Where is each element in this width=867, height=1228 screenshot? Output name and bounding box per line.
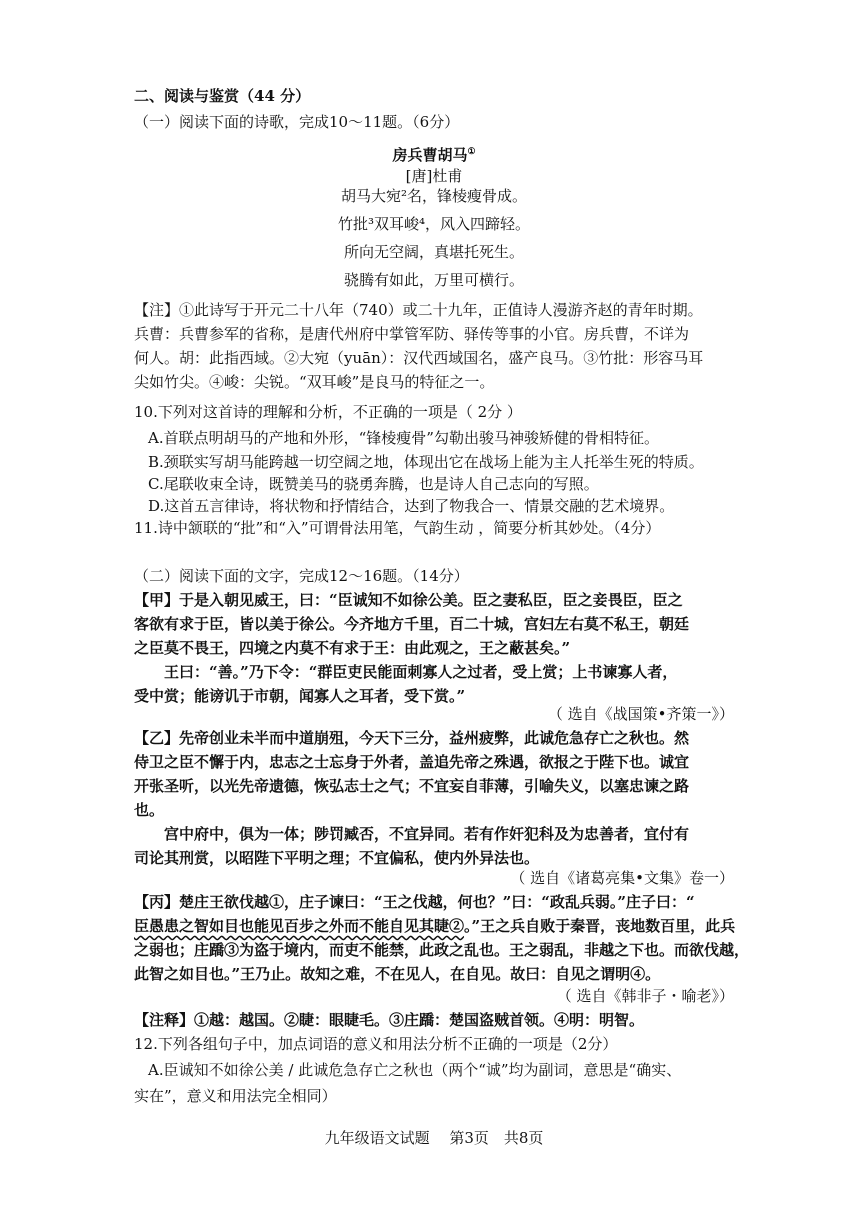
question-10-stem: 10.下列对这首诗的理解和分析，不正确的一项是（ 2分 ） — [134, 403, 522, 421]
passage-jia-line-1: 【甲】于是入朝见威王，曰：“臣诚知不如徐公美。臣之妻私臣，臣之妾畏臣，臣之 — [134, 591, 683, 609]
poem-line-4: 骁腾有如此，万里可横行。 — [343, 271, 524, 289]
question-10-option-a: A.首联点明胡马的产地和外形，“锋棱瘦骨”勾勒出骏马神骏矫健的骨相特征。 — [148, 429, 659, 447]
passage-bing-line-4: 此智之如目也。”王乃止。故知之难，不在见人，在自见。故曰：自见之谓明④。 — [134, 965, 661, 983]
passage-yi-line-3: 开张圣听，以光先帝遗德，恢弘志士之气；不宜妄自菲薄，引喻失义，以塞忠谏之路 — [134, 777, 690, 795]
poem-note-line-3: 何人。胡：此指西域。②大宛（yuān）：汉代西域国名，盛产良马。③竹批：形容马耳 — [134, 349, 704, 367]
passage-yi-source: （ 选自《诸葛亮集•文集》卷一） — [510, 869, 734, 887]
poem-line-1: 胡马大宛²名，锋棱瘦骨成。 — [340, 187, 527, 205]
passage-bing-line-2 — [134, 916, 735, 936]
page-footer: 九年级语文试题 第3页 共8页 — [324, 1129, 544, 1147]
question-10-option-b: B.颈联实写胡马能跨越一切空阔之地，体现出它在战场上能为主人托举生死的特质。 — [148, 453, 704, 471]
passage-bing-source: （ 选自《韩非子・喻老》） — [556, 987, 734, 1005]
underlined-sentence: 臣愚患之智如目也能见百步之外而不能自见其睫② — [134, 917, 465, 935]
question-12-option-a-line-2: 实在”，意义和用法完全相同） — [134, 1087, 337, 1105]
passage-yi-line-5: 宫中府中，俱为一体；陟罚臧否，不宜异同。若有作奸犯科及为忠善者，宜付有 — [164, 825, 690, 843]
question-11-stem: 11.诗中颔联的“批”和“入”可谓骨法用笔，气韵生动 ，简要分析其妙处。（4分） — [134, 519, 661, 537]
question-10-option-d: D.这首五言律诗，将状物和抒情结合，达到了物我合一、情景交融的艺术境界。 — [148, 497, 675, 515]
part2-intro: （二）阅读下面的文字，完成12～16题。（14分） — [134, 567, 469, 585]
section-heading: 二、阅读与鉴赏（44 分） — [134, 87, 311, 105]
passage-jia-source: （ 选自《战国策•齐策一》） — [547, 705, 734, 723]
question-10-option-c: C.尾联收束全诗，既赞美马的骁勇奔腾，也是诗人自己志向的写照。 — [148, 475, 599, 493]
poem-note-line-2: 兵曹：兵曹参军的省称，是唐代州府中掌管军防、驿传等事的小官。房兵曹，不详为 — [134, 325, 690, 343]
poem-title-text: 房兵曹胡马 — [392, 146, 468, 164]
passage-jia-line-2: 客欲有求于臣，皆以美于徐公。今齐地方千里，百二十城，宫妇左右莫不私王，朝廷 — [134, 615, 690, 633]
poem-title — [134, 142, 734, 165]
passage-jia-line-4: 王曰：“善。”乃下令：“群臣吏民能面刺寡人之过者，受上赏；上书谏寡人者， — [164, 663, 678, 681]
poem-line-2: 竹批³双耳峻⁴，风入四蹄轻。 — [337, 215, 531, 233]
poem-note-line-1: 【注】①此诗写于开元二十八年（740）或二十九年，正值诗人漫游齐赵的青年时期。 — [134, 301, 703, 319]
passage-bing-line-2-rest: 。”王之兵自败于秦晋，丧地数百里，此兵 — [464, 917, 736, 935]
passage-jia-line-5: 受中赏；能谤讥于市朝，闻寡人之耳者，受下赏。” — [134, 687, 466, 705]
poem-author: [唐]杜甫 — [405, 167, 463, 185]
passage-bing-line-3: 之弱也；庄蹻③为盗于境内，而吏不能禁，此政之乱也。王之弱乱，非越之下也。而欲伐越， — [134, 941, 750, 959]
passage-bing-line-1: 【丙】楚庄王欲伐越①，庄子谏曰：“王之伐越，何也？”曰：“政乱兵弱。”庄子曰：“ — [134, 893, 695, 911]
poem-line-3: 所向无空阔，真堪托死生。 — [343, 243, 524, 261]
question-12-option-a-line-1: A.臣诚知不如徐公美 / 此诚危急存亡之秋也（两个“诚”均为副词，意思是“确实、 — [148, 1061, 682, 1079]
passage-bing-notes: 【注释】①越：越国。②睫：眼睫毛。③庄蹻：楚国盗贼首领。④明：明智。 — [134, 1011, 645, 1029]
passage-yi-line-2: 侍卫之臣不懈于内，忠志之士忘身于外者，盖追先帝之殊遇，欲报之于陛下也。诚宜 — [134, 753, 690, 771]
poem-note-line-4: 尖如竹尖。④峻：尖锐。“双耳峻”是良马的特征之一。 — [134, 373, 495, 391]
passage-jia-line-3: 之臣莫不畏王，四境之内莫不有求于王：由此观之，王之蔽甚矣。” — [134, 639, 571, 657]
poem-title-note-mark: ① — [467, 147, 476, 157]
question-12-stem: 12.下列各组句子中，加点词语的意义和用法分析不正确的一项是（2分） — [134, 1035, 618, 1053]
passage-yi-line-4: 也。 — [134, 801, 165, 819]
passage-yi-line-1: 【乙】先帝创业未半而中道崩殂，今天下三分，益州疲弊，此诚危急存亡之秋也。然 — [134, 729, 690, 747]
part1-intro: （一）阅读下面的诗歌，完成10～11题。（6分） — [134, 113, 460, 131]
passage-yi-line-6: 司论其刑赏，以昭陛下平明之理；不宜偏私，使内外异法也。 — [134, 849, 540, 867]
